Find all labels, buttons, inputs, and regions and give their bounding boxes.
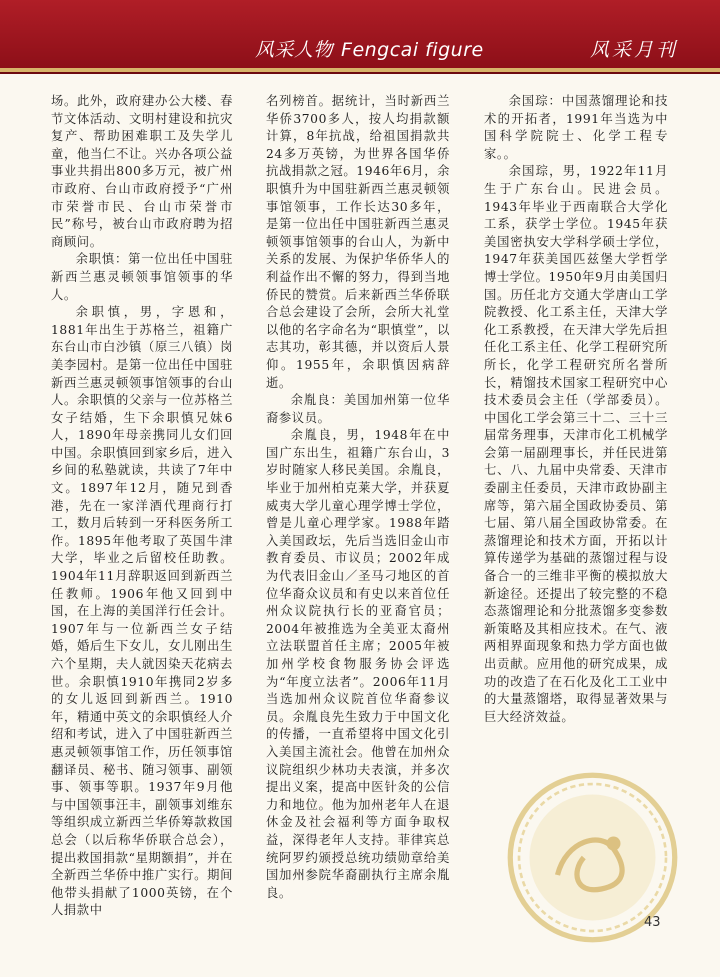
paragraph: 余胤良，男，1948年在中国广东出生，祖籍广东台山，3岁时随家人移民美国。余胤良，毕业于加州柏克莱大学，并获夏威夷大学儿童心理学博士学位，曾是儿童心理学家。1988年踏入美国政坛，先后当选旧金山市教育委员、市议员；2002年成为代表旧金山／圣马刁地区的首位华裔众议员和有史以来首位任州众议院执行长的亚裔官员；2004年被推选为全美亚太裔州立法联盟首任主席；2005年被加州学校食物服务协会评选为“年度立法者”。2006年11月当选加州众议院首位华裔参议员。余胤良先生致力于中国文化的传播，一直希望将中国文化引入美国主流社会。他曾在加州众议院组织少林功夫表演，并多次提出义案，提高中医针灸的公信力和地位。他为加州老年人在退休金及社会福利等方面争取权益，深得老年人支持。菲律宾总统阿罗约颁授总统功绩勋章给美国加州参院华裔副执行主席余胤良。 bbox=[266, 428, 450, 900]
page-number: 43 bbox=[644, 915, 661, 930]
section-title bbox=[255, 35, 484, 62]
magazine-name: 风采月刊 bbox=[590, 39, 679, 61]
column-3 bbox=[484, 93, 668, 726]
paragraph: 场。此外，政府建办公大楼、春节文体活动、文明村建设和抗灾复产、帮助困难职工及失学儿童，他当仁不让。兴办各项公益事业共捐出800多万元，被广州市政府、台山市政府授予“广州市荣誉市民、台山市荣誉市民”称号，被台山市政府聘为招商顾问。 bbox=[51, 94, 233, 249]
paragraph-subheading: 余国琮：中国蒸馏理论和技术的开拓者，1991年当选为中国科学院院士、化学工程专家。。 bbox=[484, 94, 668, 161]
paragraph: 余国琮，男，1922年11月生于广东台山。民进会员。1943年毕业于西南联合大学化工系，获学士学位。1945年获美国密执安大学科学硕士学位，1947年获美国匹兹堡大学哲学博士学位。1950年9月由美国归国。历任北方交通大学唐山工学院教授、化工系主任，天津大学化工系教授，在天津大学先后担任化工系主任、化学工程研究所所长，化学工程研究所名誉所长，精馏技术国家工程研究中心技术委员会主任（学部委员）。中国化工学会第三十二、三十三届常务理事，天津市化工机械学会第一届副理事长，并任民进第七、八、九届中央常委、天津市委副主任委员，天津市政协副主席等，第六届全国政协委员、第七届、第八届全国政协常委。在蒸馏理论和技术方面，开拓以计算传递学为基础的蒸馏过程与设备合一的三维非平衡的模拟放大新途径。还提出了较完整的不稳态蒸馏理论和分批蒸馏多变参数新策略及其相应技术。在气、液两相界面现象和热力学方面也做出贡献。应用他的研究成果，成功的改造了在石化及化工工业中的大量蒸馏塔，取得显著效果与巨大经济效益。 bbox=[484, 164, 668, 724]
section-title-en: Fengcai figure bbox=[341, 39, 484, 61]
column-2 bbox=[266, 93, 450, 902]
paragraph-subheading: 余胤良：美国加州第一位华裔参议员。 bbox=[266, 393, 450, 425]
paragraph: 余职慎，男，字恩和，1881年出生于苏格兰，祖籍广东台山市白沙镇（原三八镇）岗美李园村。是第一位出任中国驻新西兰惠灵顿领事馆领事的台山人。余职慎的父亲与一位苏格兰女子结婚，生下余职慎兄妹6人，1890年母亲携同儿女们回中国。余职慎回到家乡后，进入乡间的私塾就读，共读了7年中文。1897年12月，随兄到香港，先在一家洋酒代理商行打工，数月后转到一牙科医务所工作。1895年他考取了英国牛津大学，毕业之后留校任助教。1904年11月辞职返回到新西兰任教师。1906年他又回到中国，在上海的美国洋行任会计。1907年与一位新西兰女子结婚，婚后生下女儿，女儿刚出生六个星期，夫人就因染天花病去世。余职慎1910年携同2岁多的女儿返回到新西兰。1910年，精通中英文的余职慎经人介绍和考试，进入了中国驻新西兰惠灵顿领事馆工作，历任领事馆翻译员、秘书、随习领事、副领事、领事等职。1937年9月他与中国领事汪丰，副领事刘维东等组织成立新西兰华侨筹款救国总会（以后称华侨联合总会），提出救国捐款“星期额捐”，并在全新西兰华侨中推广实行。期间他带头捐献了1000英镑，在个人捐款中 bbox=[51, 305, 233, 918]
page-header bbox=[0, 0, 720, 72]
column-1 bbox=[51, 93, 233, 920]
paragraph: 名列榜首。据统计，当时新西兰华侨3700多人，按人均捐款额计算，8年抗战，给祖国捐款共24多万英镑，为世界各国华侨抗战捐款之冠。1946年6月，余职慎升为中国驻新西兰惠灵顿领事馆领事，工作长达30多年，是第一位出任中国驻新西兰惠灵顿领事馆领事的台山人，为新中关系的发展、为保护华侨华人的利益作出不懈的努力，得到当地侨民的赞赏。后来新西兰华侨联合总会建设了会所，会所大礼堂以他的名字命名为“职慎堂”，以志其功，彰其德，并以资后人景仰。1955年，余职慎因病辞逝。 bbox=[266, 94, 450, 390]
section-title-cn: 风采人物 bbox=[255, 39, 334, 61]
paragraph-subheading: 余职慎：第一位出任中国驻新西兰惠灵顿领事馆领事的华人。 bbox=[51, 252, 233, 302]
